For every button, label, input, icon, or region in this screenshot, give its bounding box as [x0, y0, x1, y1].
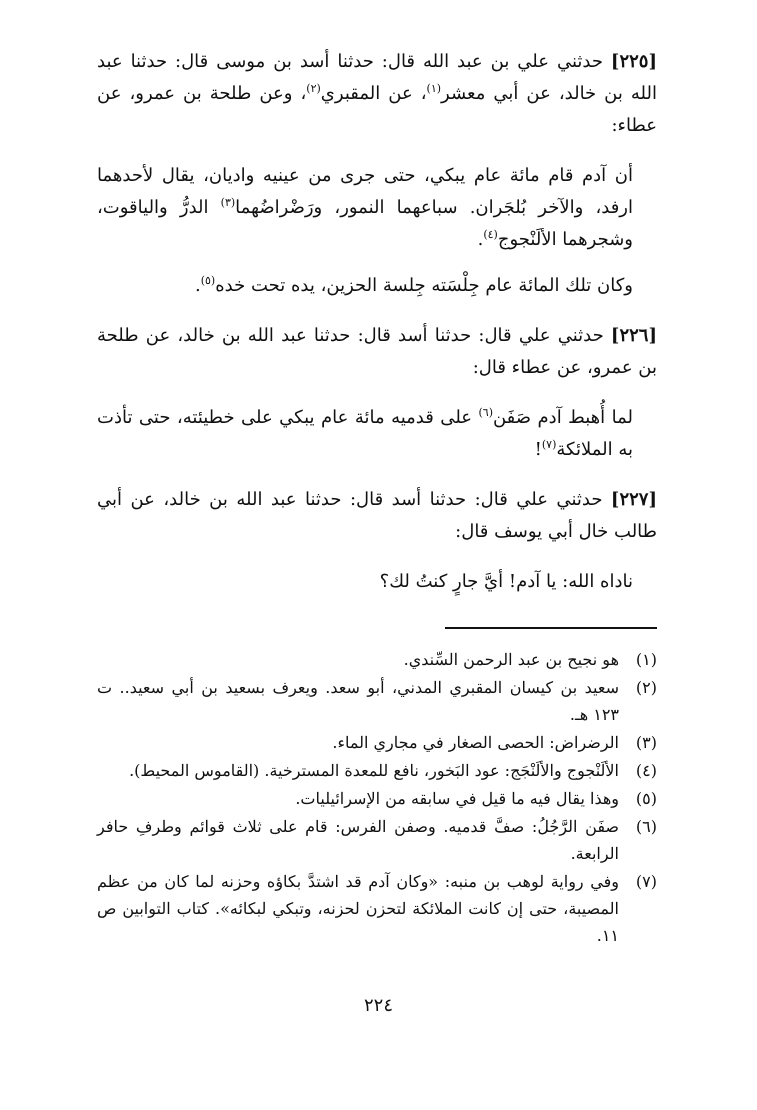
- footnote-item: [97, 868, 657, 949]
- paragraph-text: ناداه الله: يا آدم! أيَّ جارٍ كنتُ لك؟: [379, 571, 633, 592]
- footnotes: [97, 646, 657, 950]
- footnote-divider: [445, 627, 657, 629]
- footnote-ref: (٧): [541, 438, 557, 451]
- paragraph-descent: [97, 402, 657, 466]
- footnote-marker: (٧): [635, 872, 657, 891]
- footnote-text: الرضراض: الحصى الصغار في مجاري الماء.: [332, 733, 619, 752]
- footnote-marker: (٢): [635, 678, 657, 697]
- footnote-text: وفي رواية لوهب بن منبه: «وكان آدم قد اشتدَّ بكاؤه وحزنه لما كان من عظم المصيبة، حتى إن كانت الملائكة لتحزن لحزنه، وتبكي لبكائه». كتاب التوابين ص ١١.: [97, 872, 619, 945]
- narration-number: [٢٢٧]: [610, 489, 657, 510]
- paragraph-text: لما أُهبط آدم صَفَن: [492, 407, 633, 428]
- footnote-ref: (٤): [483, 228, 498, 241]
- footnote-item: [97, 646, 657, 673]
- paragraph-227: [97, 484, 657, 548]
- paragraph-text: ، عن المقبري: [320, 83, 427, 104]
- footnote-marker: (٤): [635, 761, 657, 780]
- footnote-marker: (٣): [635, 733, 657, 752]
- footnote-marker: (٥): [635, 789, 657, 808]
- paragraph-text: وكان تلك المائة عام جِلْسَته جِلسة الحزين، يده تحت خده: [215, 275, 633, 296]
- paragraph-adam-weeping: [97, 160, 657, 256]
- paragraph-text: الدرُّ والياقوت، وشجرهما الألَنْجوج: [97, 197, 633, 250]
- main-text: [97, 46, 657, 598]
- footnote-item: [97, 813, 657, 867]
- paragraph-226: [97, 320, 657, 384]
- footnote-marker: (١): [635, 650, 657, 669]
- page-number: ٢٢٤: [363, 995, 393, 1016]
- footnote-ref: (٣): [220, 196, 236, 209]
- footnote-text: سعيد بن كيسان المقبري المدني، أبو سعد. ويعرف بسعيد بن أبي سعيد.. ت ١٢٣ هـ.: [97, 678, 619, 724]
- paragraph-text: حدثني علي بن عبد الله قال: حدثنا أسد بن موسى قال: حدثنا عبد الله بن خالد، عن أبي معشر: [97, 51, 657, 104]
- paragraph-text: على قدميه مائة عام يبكي على خطيئته، حتى تأذت به الملائكة: [97, 407, 633, 460]
- footnote-ref: (١): [426, 82, 442, 95]
- paragraph-sitting: [97, 270, 657, 302]
- paragraph-text: أن آدم قام مائة عام يبكي، حتى جرى من عينيه واديان، يقال لأحدهما ارفد، والآخر بُلجَران. سباعهما النمور، ورَضْراضُهما: [97, 165, 634, 218]
- footnote-item: [97, 757, 657, 784]
- footnote-ref: (٢): [306, 82, 321, 95]
- footnote-marker: (٦): [635, 817, 657, 836]
- footnote-ref: (٦): [478, 406, 493, 419]
- footnote-item: [97, 674, 657, 728]
- paragraph-text: .: [194, 275, 201, 296]
- footnote-text: هو نجيح بن عبد الرحمن السِّندي.: [403, 650, 619, 669]
- paragraph-225: [97, 46, 657, 142]
- paragraph-text: حدثني علي قال: حدثنا أسد قال: حدثنا عبد الله بن خالد، عن أبي طالب خال أبي يوسف قال:: [97, 489, 657, 542]
- footnote-ref: (٥): [200, 274, 216, 287]
- footnote-text: وهذا يقال فيه ما قيل في سابقه من الإسرائيليات.: [295, 789, 619, 808]
- narration-number: [٢٢٦]: [610, 325, 657, 346]
- paragraph-call: [97, 566, 657, 598]
- paragraph-text: .: [477, 229, 484, 250]
- footnote-text: الألَنْجوج والألَنْجَج: عود البَخور، نافع للمعدة المسترخية. (القاموس المحيط).: [129, 761, 619, 780]
- footnote-item: [97, 785, 657, 812]
- paragraph-text: حدثني علي قال: حدثنا أسد قال: حدثنا عبد الله بن خالد، عن طلحة بن عمرو، عن عطاء قال:: [97, 325, 657, 378]
- narration-number: [٢٢٥]: [610, 51, 657, 72]
- paragraph-text: !: [534, 439, 542, 460]
- footnote-text: صفَن الرَّجُلُ: صفَّ قدميه. وصفن الفرس: قام على ثلاث قوائم وطرفِ حافر الرابعة.: [97, 817, 619, 863]
- footnote-item: [97, 729, 657, 756]
- paragraph-text: ، وعن طلحة بن عمرو، عن عطاء:: [97, 83, 657, 136]
